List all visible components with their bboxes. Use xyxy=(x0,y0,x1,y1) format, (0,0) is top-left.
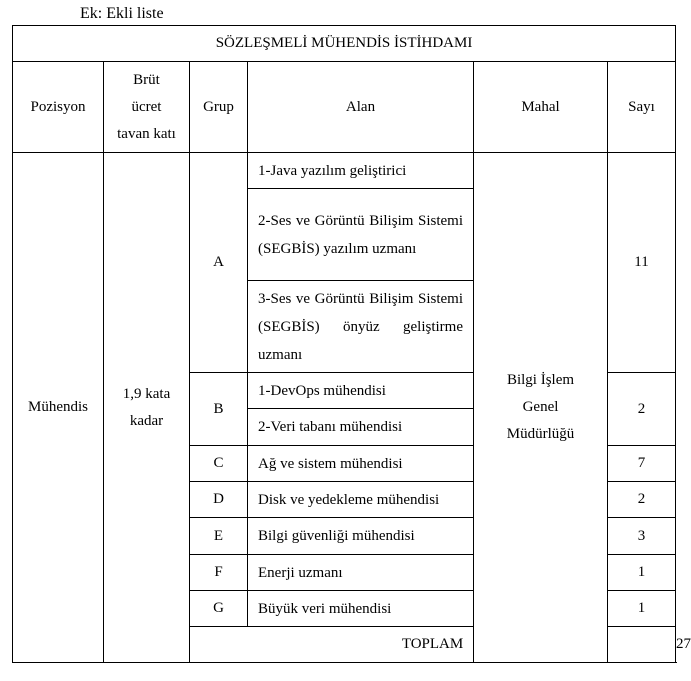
header-row xyxy=(13,62,676,153)
group-f-count: 1 xyxy=(608,555,676,591)
brut-ucret-cell xyxy=(104,153,190,663)
total-row: TOPLAM 27 xyxy=(13,627,676,663)
group-b-area-1: 1-DevOps mühendisi xyxy=(248,373,474,409)
mahal-cell xyxy=(474,153,608,663)
mahal-line-2: Genel xyxy=(522,399,559,415)
group-f-code: F xyxy=(190,555,248,591)
group-b-code: B xyxy=(190,373,248,446)
header-brut-line-3: tavan katı xyxy=(117,125,176,142)
table-title: SÖZLEŞMELİ MÜHENDİS İSTİHDAMI xyxy=(13,26,676,62)
header-brut-ucret xyxy=(104,62,190,153)
group-g-code: G xyxy=(190,591,248,627)
table-row xyxy=(13,153,676,189)
group-c-area: Ağ ve sistem mühendisi xyxy=(248,446,474,482)
document-caption: Ek: Ekli liste xyxy=(80,5,164,22)
group-e-count: 3 xyxy=(608,518,676,555)
header-brut-line-1: Brüt xyxy=(133,71,160,88)
group-d-count: 2 xyxy=(608,482,676,518)
group-a-code: A xyxy=(190,153,248,373)
pozisyon-cell: Mühendis xyxy=(13,153,104,663)
group-g-area: Büyük veri mühendisi xyxy=(248,591,474,627)
header-sayi: Sayı xyxy=(608,62,676,153)
mahal-line-1: Bilgi İşlem xyxy=(506,372,575,388)
group-c-count: 7 xyxy=(608,446,676,482)
group-b-count: 2 xyxy=(608,373,676,446)
group-b-area-2: 2-Veri tabanı mühendisi xyxy=(248,409,474,446)
engineer-staffing-table xyxy=(12,25,691,663)
brut-line-2: kadar xyxy=(129,412,164,429)
group-d-area: Disk ve yedekleme mühendisi xyxy=(248,482,474,518)
header-alan: Alan xyxy=(248,62,474,153)
group-g-count: 1 xyxy=(608,591,676,627)
group-e-code: E xyxy=(190,518,248,555)
header-mahal: Mahal xyxy=(474,62,608,153)
group-a-area-1: 1-Java yazılım geliştirici xyxy=(248,153,474,189)
group-d-code: D xyxy=(190,482,248,518)
header-pozisyon: Pozisyon xyxy=(13,62,104,153)
header-brut-line-2: ücret xyxy=(131,98,162,115)
total-label: TOPLAM xyxy=(190,627,676,663)
group-e-area: Bilgi güvenliği mühendisi xyxy=(248,518,474,555)
group-a-area-3: 3-Ses ve Görüntü Bilişim Sistemi (SEGBİS) önyüz geliştirme uzmanı xyxy=(248,281,474,373)
group-f-area: Enerji uzmanı xyxy=(248,555,474,591)
mahal-line-3: Müdürlüğü xyxy=(506,426,575,442)
group-a-count: 11 xyxy=(608,153,676,373)
group-c-code: C xyxy=(190,446,248,482)
header-grup: Grup xyxy=(190,62,248,153)
brut-line-1: 1,9 kata xyxy=(122,385,171,402)
group-a-area-2: 2-Ses ve Görüntü Bilişim Sistemi (SEGBİS) yazılım uzmanı xyxy=(248,189,474,281)
